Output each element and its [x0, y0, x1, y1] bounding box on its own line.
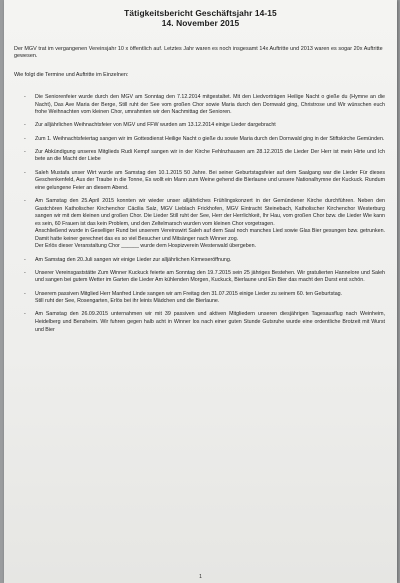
list-dash: - — [24, 94, 26, 100]
list-item-text: Unserem passiven Mitglied Herr Manfred Linde sangen wir am Freitag den 31.07.2015 einige Lieder zu seinem 60. ten Geburtstag. Still ruht der See, Rosengarten, Erlös bei ihr leinis Mädchen und die Bierlaune. — [35, 290, 343, 305]
list-dash: - — [24, 269, 26, 276]
list-item-text: Zur alljährlichen Weihnachtsfeier von MGV und FFW wurden am 13.12.2014 einige Lieder dargebracht — [35, 122, 276, 129]
list-dash: - — [24, 169, 26, 176]
list-item-text: Zur Abkündigung unseres Mitglieds Rudi Kempf sangen wir in der Kirche Fehlnzhausen am 28.12.2015 die Lieder Der Herr ist mein Hirte und Ich bete an die Macht der Liebe — [35, 148, 385, 163]
page-number: 1 — [199, 574, 202, 580]
list-item-text: Saleh Mustafa unser Wirt wurde am Samstag den 10.1.2015 50 Jahre. Bei seiner Geburtstagsfeier auf dem Saalgang war die Lieder Für dieses Geschenkenfeld, Aus der Traube in die Tonne, Es wollt ein Mann zum Weine gehend die Bierlaune und unsere Nationalhymne der Kuckuck. Rundum eine gelungene Feier an diesem Abend. — [35, 169, 385, 191]
list-dash: - — [24, 290, 26, 297]
list-item-text: Zum 1. Weihnachtsfeiertag sangen wir im Gottesdienst Heilige Nacht o gieße du sowie Maria durch den Dornwald ging in der Stiftskirche Gemünden. — [35, 135, 385, 142]
list-item — [24, 270, 385, 285]
list-item-text: Am Samstag den 20.Juli sangen wir einige Lieder zur alljährlichen Kirmeseröffnung. — [35, 256, 232, 263]
list-item — [24, 94, 385, 117]
report-title — [4, 8, 397, 28]
list-item — [24, 149, 385, 164]
intro-paragraph: Der MGV trat im vergangenen Vereinsjahr 10 x öffentlich auf. Letztes Jahr waren es noch insgesamt 14x Auftritte und 2013 waren es sogar 20x Auftritte gewesen. — [14, 46, 383, 60]
list-dash: - — [24, 256, 26, 263]
list-dash: - — [24, 197, 26, 204]
list-item — [24, 136, 385, 144]
document-page — [4, 0, 397, 583]
list-item-text: Am Samstag den 26.09.2015 unternahmen wir mit 39 passiven und aktiven Mitgliedern unseren diesjährigen Tagesausflug nach Weinheim, Heidelberg und Bensheim. Wir fuhren gegen halb acht in Winner los nach einer guten Stunde Gutsruhe wurde eine ordentliche Brotzeit mit Wurst und Bier — [35, 311, 385, 333]
list-dash: - — [24, 122, 26, 129]
list-item — [24, 198, 385, 251]
list-dash: - — [24, 311, 26, 318]
list-item-text: Am Samstag den 25.April 2015 konnten wir wieder unser alljährliches Frühlingskonzert in der Gemündener Kirche durchführen. Neben den Gastchören Katholischer Kirchenchor Cäcilia Salz, MGV Lieblach Frickhofen, MGV Eintracht Steinebach, Katholischer Kirchenchor Westerburg sangen wir mit dem kleinen und großen Chor. Die Lieder Still ruht der See, Herr der Herrlichkeit, Ihr Hau, vom großen Chor bzw. die Lieder Wie kann es sein, 60 Frauen ist das kein Problem, und den Zeltelmarsch wurden vom kleinen Chor vorgetragen. Anschließend wurde in Geselliger Rund bei unserem Vereinswirt Saleh auf dem Saal noch manches Lied sowie Glas Bier gesungen bzw. getrunken. Damit hatte keiner gerechnet das es so viel Besucher und Mitsänger nach Winner zog. Der Erlös dieser Veranstaltung Chor ______ wurde dem Hospizverein Westerwald übergeben. — [35, 197, 385, 250]
lead-line: Wie folgt die Termine und Auftritte im Einzelnen: — [14, 72, 129, 78]
list-item — [24, 311, 385, 334]
list-dash: - — [24, 135, 26, 142]
event-list — [24, 94, 385, 340]
list-item-text: Die Seniorenfeier wurde durch den MGV am Sonntag den 7.12.2014 mitgestaltet. Mit den Liedvorträgen Heilige Nacht o gieße du (Hymne an die Nacht), Das Ave Maria der Berge, Still ruht der See vom großen Chor sowie Maria durch den Dornwald ging, Christrose und Wir wünschen euch frohe Weihnachten vom kleinen Chor, umrahmten wir den Nachmittag der Senioren. — [35, 94, 385, 116]
list-item — [24, 122, 385, 130]
title-line-1: Tätigkeitsbericht Geschäftsjahr 14-15 — [124, 8, 277, 18]
title-line-2: 14. November 2015 — [161, 18, 240, 28]
list-item — [24, 257, 385, 265]
list-dash: - — [24, 148, 26, 155]
list-item — [24, 291, 385, 306]
list-item-text: Unserer Vereinsgaststätte Zum Winner Kuckuck feierte am Sonntag den 19.7.2015 sein 25 jähriges Bestehen. Wir gratulierten Hannelore und Saleh und sangen bei gutem Wetter im Garten die Lieder Am kühlenden Morgen, Kuckuck, Bierlaune und Ein Bier das macht den Durst erst schön. — [35, 269, 385, 284]
list-item — [24, 170, 385, 193]
